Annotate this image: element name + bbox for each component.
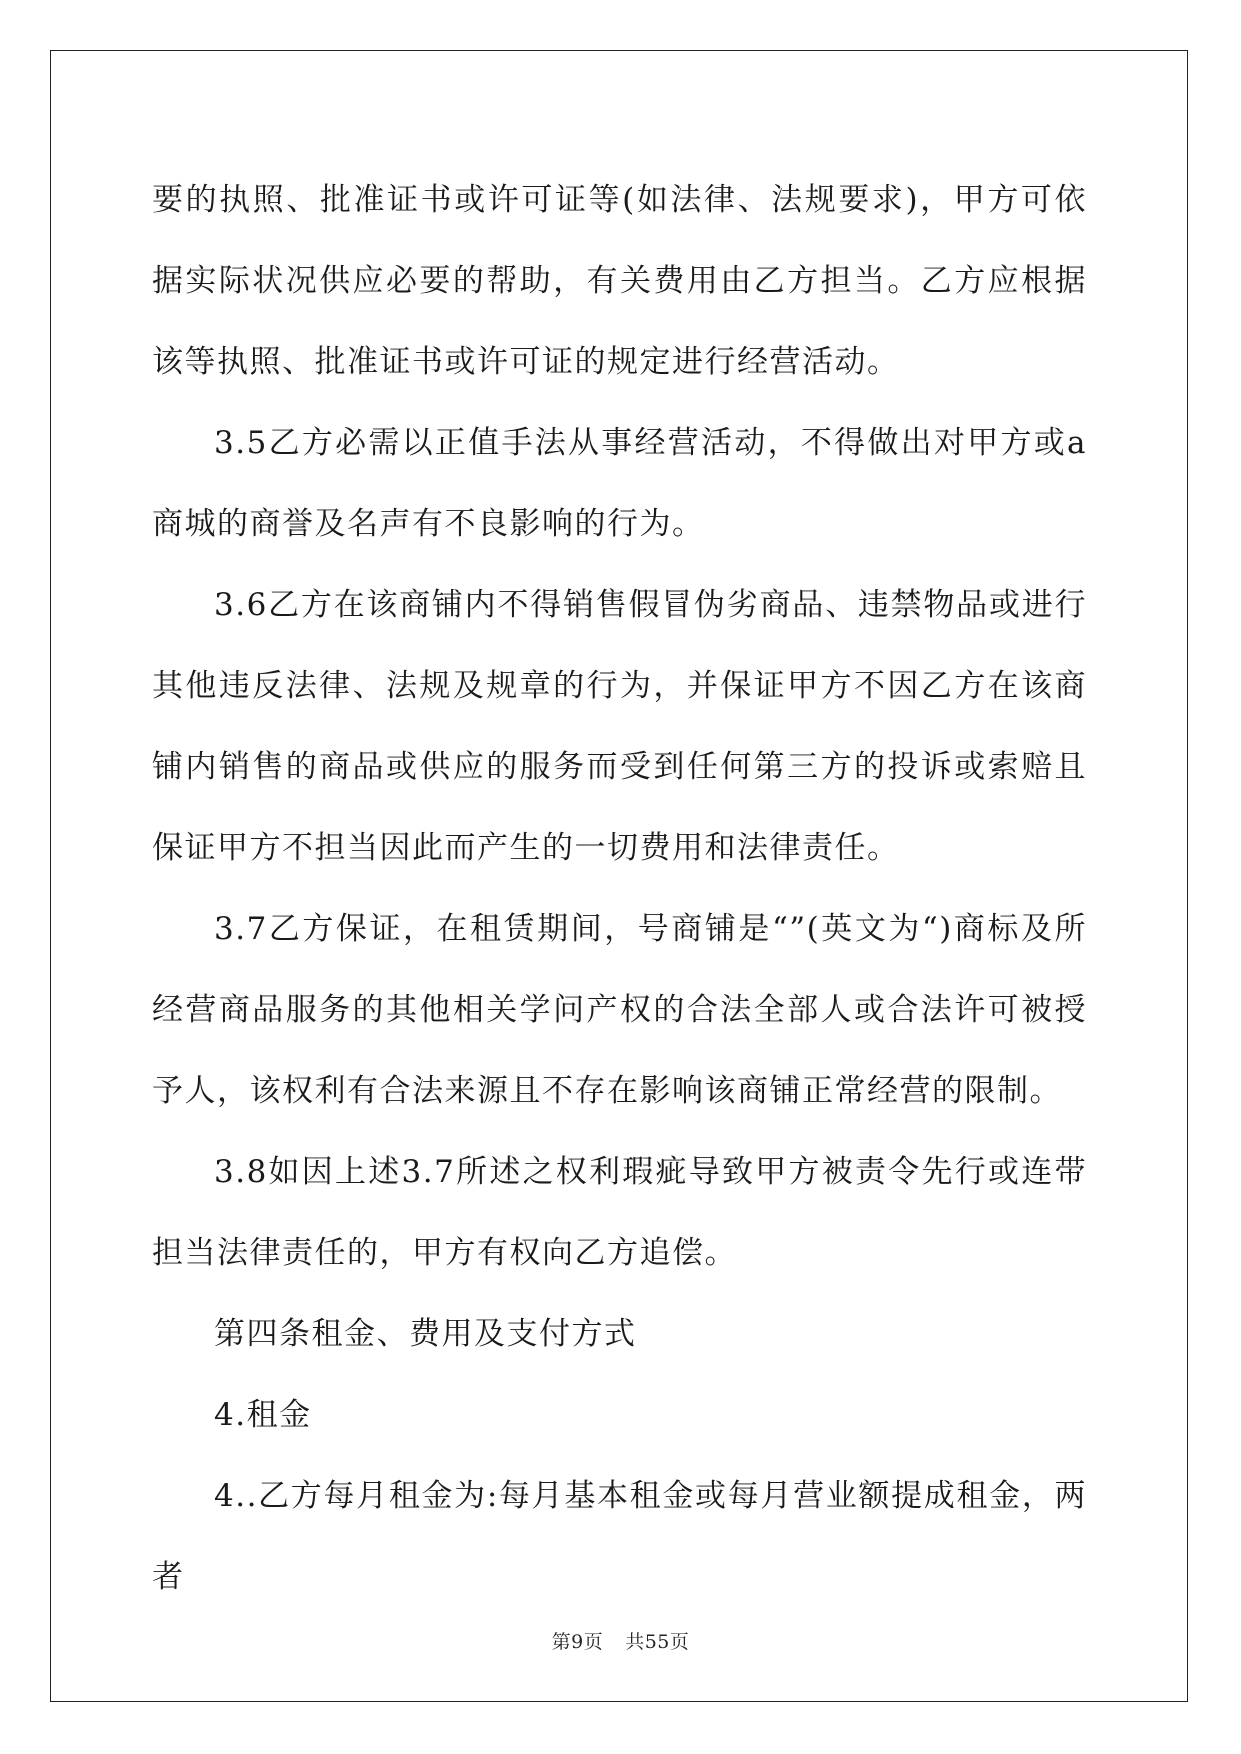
paragraph-3-8: 3.8如因上述3.7所述之权利瑕疵导致甲方被责令先行或连带担当法律责任的，甲方有权向乙方追偿。 (152, 1154, 1087, 1271)
paragraph-3-7: 3.7乙方保证，在租赁期间，号商铺是“”(英文为“)商标及所经营商品服务的其他相关学问产权的合法全部人或合法许可被授予人，该权利有合法来源且不存在影响该商铺正常经营的限制。 (152, 911, 1087, 1109)
page-footer (0, 1627, 1241, 1654)
subsection-heading-rent: 4.租金 (214, 1397, 312, 1433)
paragraph-4-rent-amount: 4..乙方每月租金为:每月基本租金或每月营业额提成租金，两者 (152, 1478, 1087, 1595)
section-heading-article-4: 第四条租金、费用及支付方式 (214, 1316, 637, 1352)
paragraph-3-5: 3.5乙方必需以正值手法从事经营活动，不得做出对甲方或a商城的商誉及名声有不良影响的行为。 (152, 425, 1087, 542)
paragraph-3-6: 3.6乙方在该商铺内不得销售假冒伪劣商品、违禁物品或进行其他违反法律、法规及规章的行为，并保证甲方不因乙方在该商铺内销售的商品或供应的服务而受到任何第三方的投诉或索赔且保证甲方不担当因此而产生的一切费用和法律责任。 (152, 587, 1087, 866)
document-body (152, 160, 1087, 1618)
paragraph-continuation: 要的执照、批准证书或许可证等(如法律、法规要求)，甲方可依据实际状况供应必要的帮助，有关费用由乙方担当。乙方应根据该等执照、批准证书或许可证的规定进行经营活动。 (152, 182, 1087, 380)
page-total: 共55页 (625, 1631, 690, 1653)
page-number: 第9页 (551, 1631, 604, 1653)
